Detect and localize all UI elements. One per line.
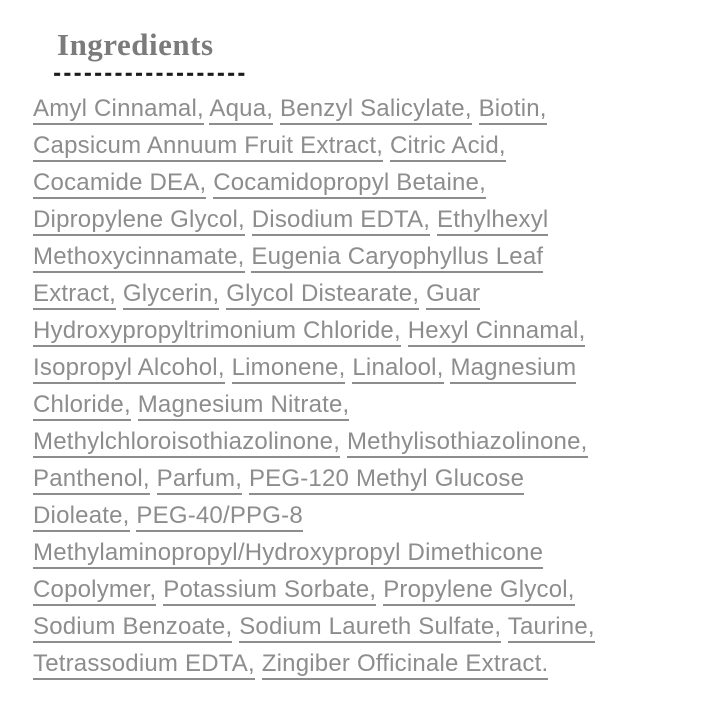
ingredient-text: PEG-120 Methyl Glucose	[249, 465, 524, 495]
ingredient-text: Capsicum Annuum Fruit Extract,	[33, 132, 383, 162]
ingredients-line	[33, 534, 690, 571]
ingredient-text: PEG-40/PPG-8	[136, 502, 302, 532]
ingredient-text: Disodium EDTA,	[252, 206, 430, 236]
dashed-divider: -------------------	[52, 64, 247, 85]
ingredient-text: Tetrassodium EDTA,	[33, 650, 255, 680]
ingredient-text: Copolymer,	[33, 576, 156, 606]
ingredients-line	[33, 608, 690, 645]
ingredients-line	[33, 645, 690, 682]
ingredient-text: Sodium Laureth Sulfate,	[239, 613, 501, 643]
ingredient-text: Parfum,	[157, 465, 242, 495]
ingredient-text: Dioleate,	[33, 502, 130, 532]
ingredient-text: Methylisothiazolinone,	[347, 428, 588, 458]
ingredient-text: Cocamidopropyl Betaine,	[213, 169, 486, 199]
ingredients-line	[33, 349, 690, 386]
ingredients-list	[33, 90, 690, 682]
ingredient-text: Glycerin,	[123, 280, 220, 310]
ingredient-text: Benzyl Salicylate,	[280, 95, 472, 125]
page-title: Ingredients	[57, 27, 214, 62]
ingredient-text: Eugenia Caryophyllus Leaf	[251, 243, 543, 273]
ingredient-text: Propylene Glycol,	[383, 576, 575, 606]
ingredient-text: Amyl Cinnamal,	[33, 95, 204, 125]
ingredients-line	[33, 571, 690, 608]
ingredient-text: Guar	[426, 280, 480, 310]
ingredient-text: Panthenol,	[33, 465, 150, 495]
ingredient-text: Citric Acid,	[390, 132, 506, 162]
ingredients-line	[33, 90, 690, 127]
ingredient-text: Isopropyl Alcohol,	[33, 354, 225, 384]
ingredients-line	[33, 275, 690, 312]
ingredients-line	[33, 386, 690, 423]
ingredient-text: Magnesium	[450, 354, 576, 384]
ingredient-text: Glycol Distearate,	[226, 280, 419, 310]
ingredients-line	[33, 164, 690, 201]
ingredient-text: Methylaminopropyl/Hydroxypropyl Dimethicone	[33, 539, 543, 569]
ingredient-text: Taurine,	[508, 613, 595, 643]
ingredients-line	[33, 460, 690, 497]
ingredients-line	[33, 201, 690, 238]
ingredient-text: Linalool,	[352, 354, 443, 384]
ingredients-line	[33, 497, 690, 534]
ingredient-text: Zingiber Officinale Extract.	[262, 650, 549, 680]
ingredients-line	[33, 127, 690, 164]
ingredient-text: Sodium Benzoate,	[33, 613, 232, 643]
ingredient-text: Hydroxypropyltrimonium Chloride,	[33, 317, 401, 347]
ingredient-text: Dipropylene Glycol,	[33, 206, 245, 236]
ingredient-text: Hexyl Cinnamal,	[408, 317, 586, 347]
ingredient-text: Cocamide DEA,	[33, 169, 206, 199]
ingredient-text: Magnesium Nitrate,	[138, 391, 350, 421]
ingredients-line	[33, 423, 690, 460]
ingredients-line	[33, 312, 690, 349]
ingredient-text: Potassium Sorbate,	[163, 576, 376, 606]
ingredient-text: Aqua,	[209, 95, 273, 125]
ingredient-text: Methylchloroisothiazolinone,	[33, 428, 340, 458]
ingredient-text: Biotin,	[479, 95, 547, 125]
ingredient-text: Ethylhexyl	[437, 206, 548, 236]
ingredient-text: Extract,	[33, 280, 116, 310]
ingredients-line	[33, 238, 690, 275]
ingredient-text: Chloride,	[33, 391, 131, 421]
ingredient-text: Limonene,	[232, 354, 346, 384]
ingredient-text: Methoxycinnamate,	[33, 243, 245, 273]
